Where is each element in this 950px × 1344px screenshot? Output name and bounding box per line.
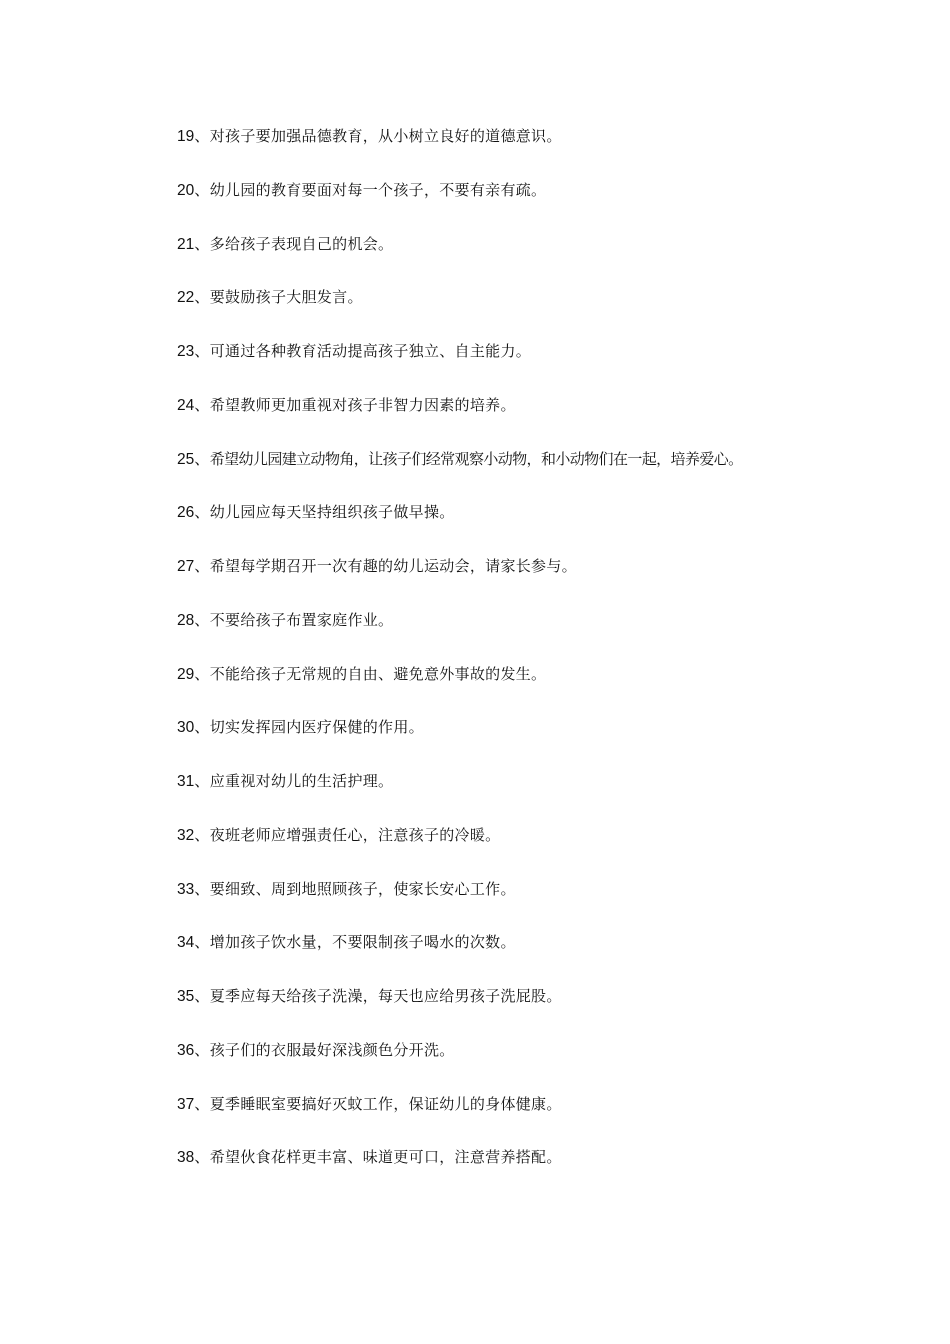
item-text: 希望教师更加重视对孩子非智力因素的培养。 bbox=[209, 395, 516, 414]
item-text: 夏季睡眠室要搞好灭蚊工作，保证幼儿的身体健康。 bbox=[209, 1094, 562, 1113]
item-text: 应重视对幼儿的生活护理。 bbox=[209, 772, 394, 790]
suggestion-list bbox=[177, 124, 877, 1199]
item-text: 夏季应每天给孩子洗澡，每天也应给男孩子洗屁股。 bbox=[209, 987, 562, 1005]
item-number: 22、 bbox=[177, 289, 210, 307]
item-number: 21、 bbox=[177, 235, 210, 253]
list-item bbox=[177, 877, 877, 931]
item-text: 希望幼儿园建立动物角，让孩子们经常观察小动物，和小动物们在一起，培养爱心。 bbox=[209, 449, 743, 468]
item-number: 24、 bbox=[177, 396, 210, 414]
list-item bbox=[177, 1038, 877, 1092]
item-number: 32、 bbox=[177, 826, 210, 844]
item-number: 28、 bbox=[177, 611, 210, 629]
item-text: 不能给孩子无常规的自由、避免意外事故的发生。 bbox=[209, 664, 547, 683]
item-text: 不要给孩子布置家庭作业。 bbox=[209, 610, 394, 629]
list-item bbox=[177, 984, 877, 1038]
item-number: 20、 bbox=[177, 181, 210, 199]
list-item bbox=[177, 554, 877, 608]
item-text: 孩子们的衣服最好深浅颜色分开洗。 bbox=[209, 1040, 455, 1059]
item-text: 可通过各种教育活动提高孩子独立、自主能力。 bbox=[209, 342, 532, 360]
item-number: 30、 bbox=[177, 719, 210, 737]
list-item bbox=[177, 823, 877, 877]
item-text: 希望每学期召开一次有趣的幼儿运动会，请家长参与。 bbox=[209, 557, 577, 575]
list-item bbox=[177, 930, 877, 984]
list-item bbox=[177, 339, 877, 393]
item-number: 31、 bbox=[177, 773, 210, 790]
item-number: 26、 bbox=[177, 504, 210, 522]
item-text: 要细致、周到地照顾孩子，使家长安心工作。 bbox=[209, 879, 516, 898]
list-item bbox=[177, 500, 877, 554]
item-text: 增加孩子饮水量，不要限制孩子喝水的次数。 bbox=[209, 933, 516, 952]
item-text: 多给孩子表现自己的机会。 bbox=[209, 234, 394, 253]
item-number: 37、 bbox=[177, 1095, 210, 1113]
list-item bbox=[177, 1092, 877, 1146]
list-item bbox=[177, 393, 877, 447]
item-text: 切实发挥园内医疗保健的作用。 bbox=[209, 718, 424, 737]
item-number: 38、 bbox=[177, 1149, 210, 1167]
list-item bbox=[177, 608, 877, 662]
item-number: 25、 bbox=[177, 450, 210, 468]
item-text: 夜班老师应增强责任心，注意孩子的冷暖。 bbox=[209, 825, 501, 844]
list-item bbox=[177, 232, 877, 286]
item-text: 幼儿园的教育要面对每一个孩子，不要有亲有疏。 bbox=[209, 180, 547, 199]
item-number: 35、 bbox=[177, 988, 210, 1005]
list-item bbox=[177, 285, 877, 339]
list-item bbox=[177, 662, 877, 716]
item-text: 要鼓励孩子大胆发言。 bbox=[209, 288, 363, 307]
list-item bbox=[177, 715, 877, 769]
item-text: 对孩子要加强品德教育，从小树立良好的道德意识。 bbox=[209, 127, 562, 145]
item-number: 34、 bbox=[177, 934, 210, 952]
item-number: 23、 bbox=[177, 343, 210, 360]
list-item bbox=[177, 178, 877, 232]
item-text: 希望伙食花样更丰富、味道更可口，注意营养搭配。 bbox=[209, 1148, 562, 1167]
list-item bbox=[177, 769, 877, 823]
item-number: 27、 bbox=[177, 558, 210, 575]
item-text: 幼儿园应每天坚持组织孩子做早操。 bbox=[209, 503, 455, 522]
item-number: 19、 bbox=[177, 128, 210, 145]
item-number: 33、 bbox=[177, 880, 210, 898]
list-item bbox=[177, 124, 877, 178]
list-item bbox=[177, 1145, 877, 1199]
list-item bbox=[177, 447, 877, 501]
item-number: 36、 bbox=[177, 1041, 210, 1059]
item-number: 29、 bbox=[177, 665, 210, 683]
